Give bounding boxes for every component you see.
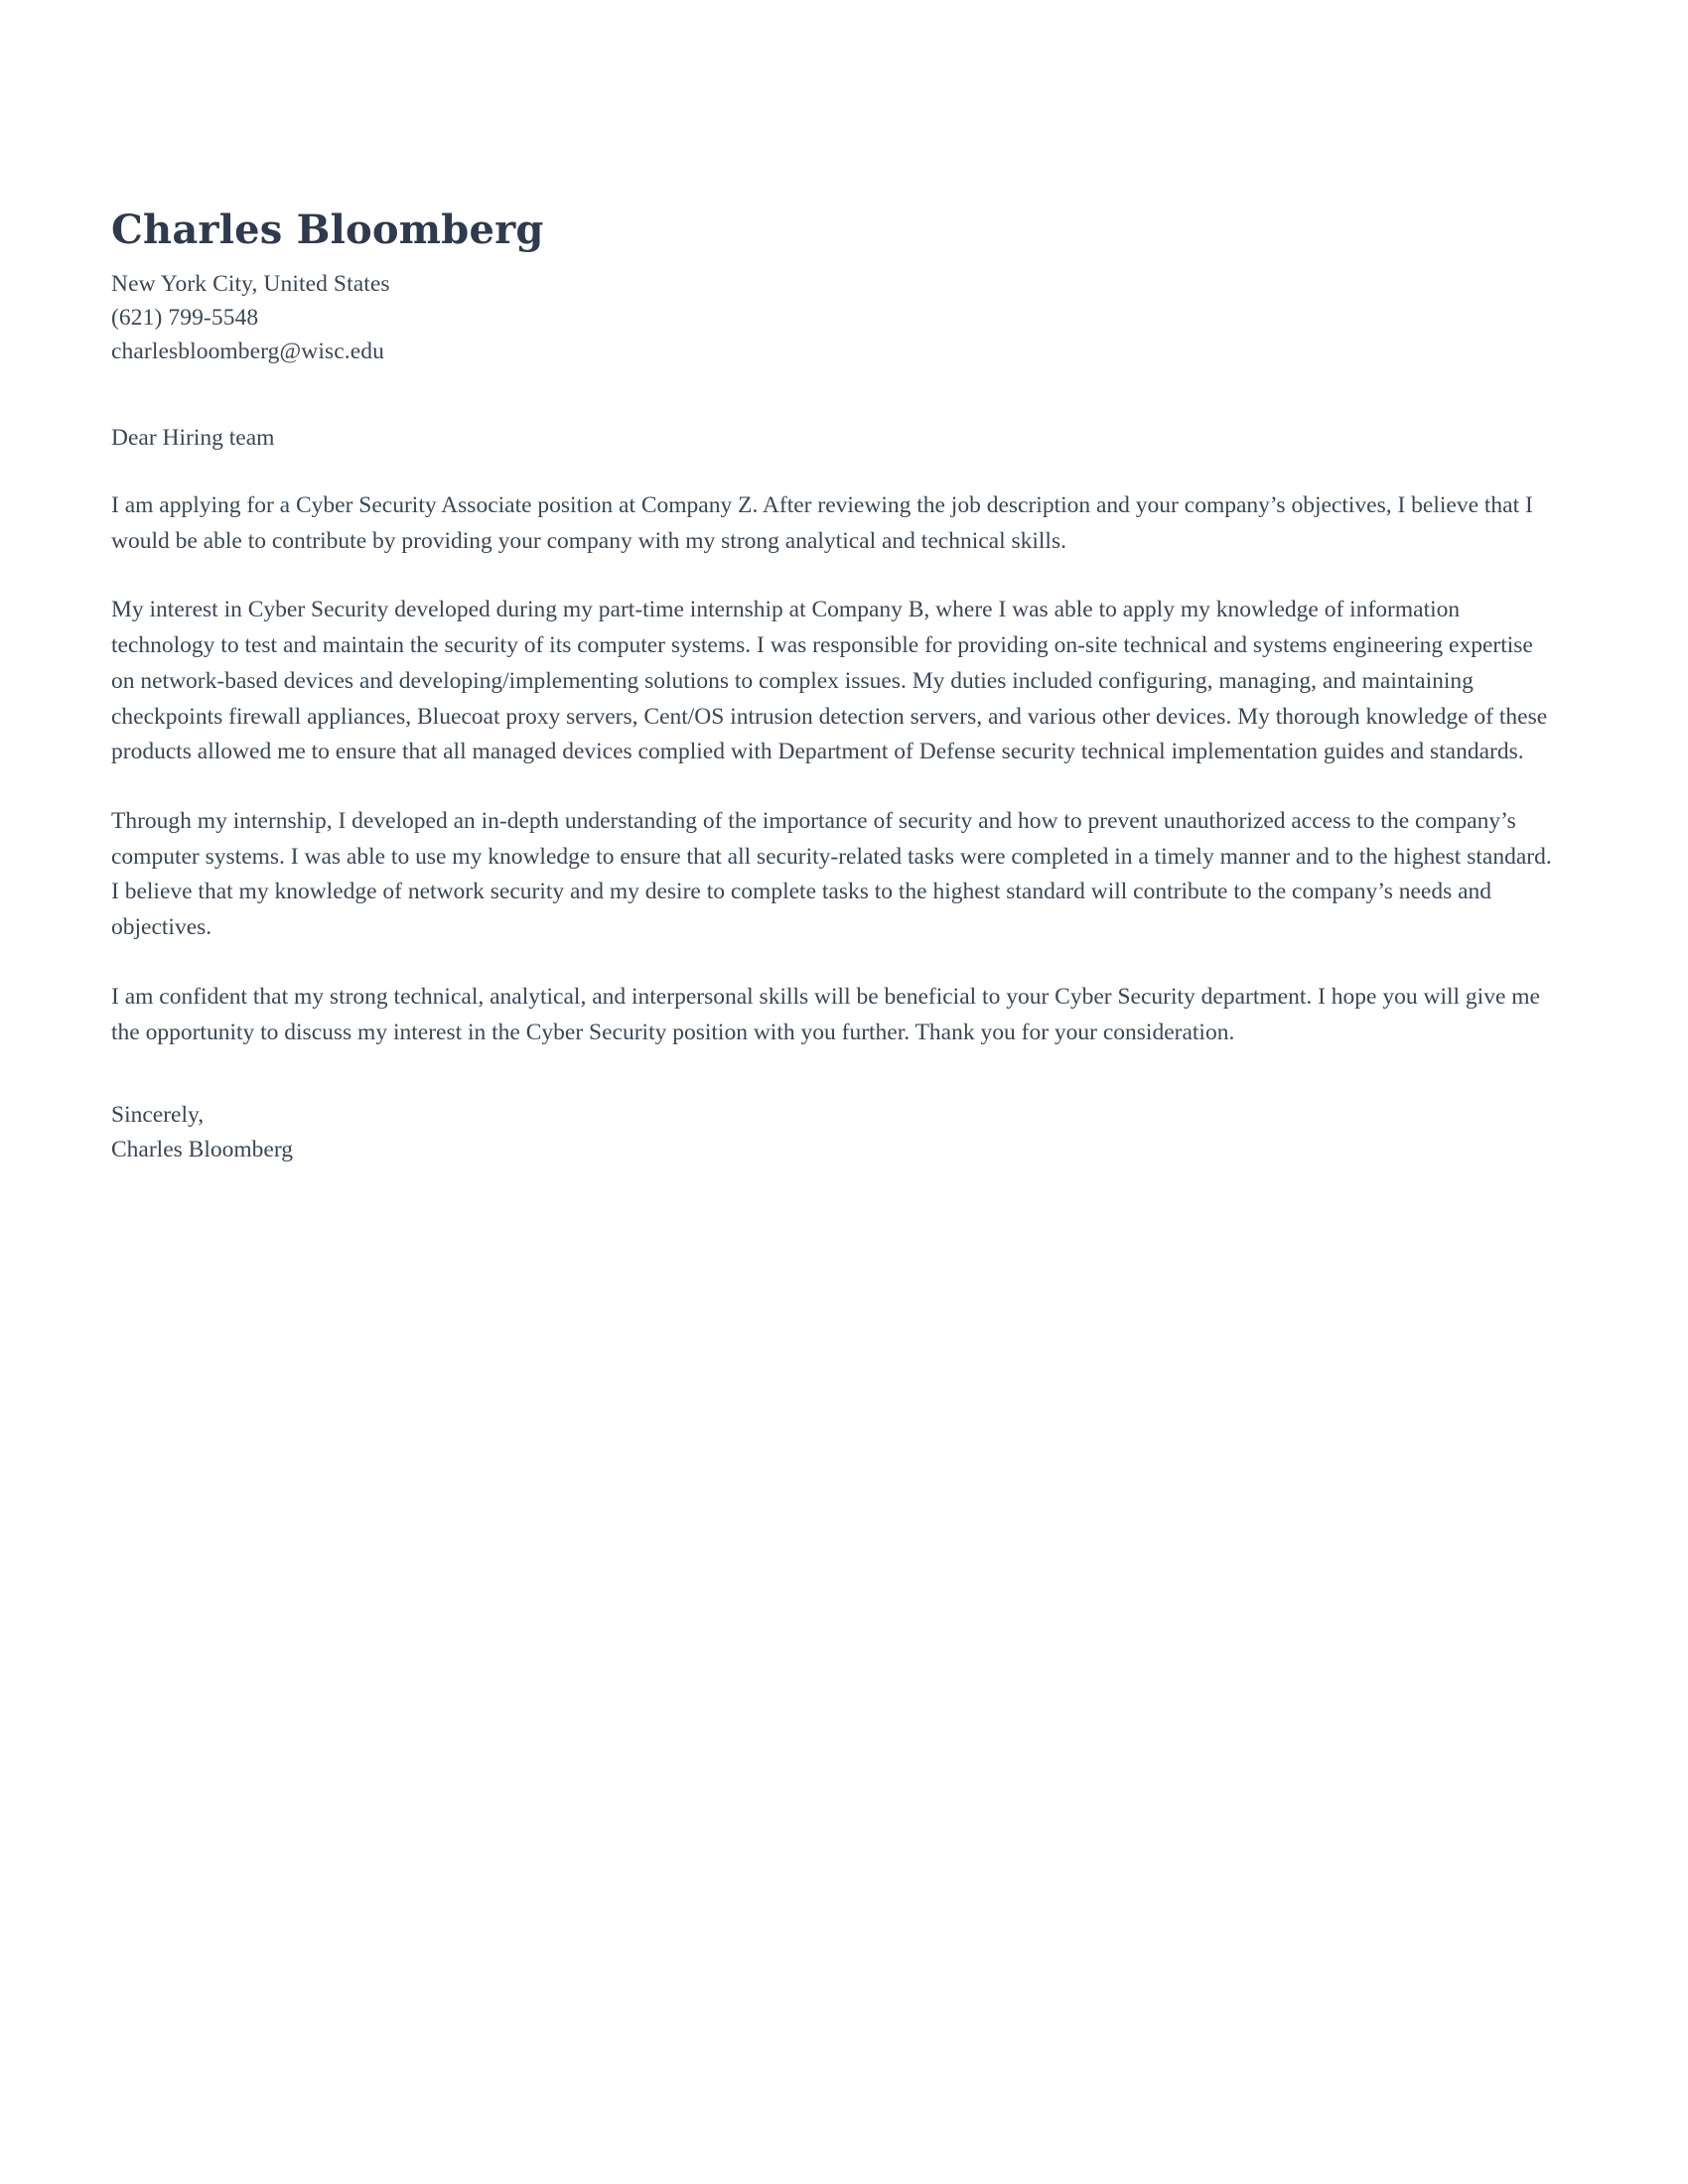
body-paragraph-2: My interest in Cyber Security developed during my part-time internship at Company B, where I was able to apply my knowledge of information technology to test and maintain the security of its computer systems. I was responsible for providing on-site technical and systems engineering expertise on network-based devices and developing/implementing solutions to complex issues. My duties included configuring, managing, and maintaining checkpoints firewall appliances, Bluecoat proxy servers, Cent/OS intrusion detection servers, and various other devices. My thorough knowledge of these products allowed me to ensure that all managed devices complied with Department of Defense security technical implementation guides and standards. (111, 597, 1548, 765)
signature-block (111, 1098, 1561, 1166)
signature-name: Charles Bloomberg (111, 1136, 293, 1162)
contact-phone: (621) 799-5548 (111, 305, 259, 332)
page-title: Charles Bloomberg (111, 206, 544, 253)
closing-line: Sincerely, (111, 1102, 205, 1129)
contact-location: New York City, United States (111, 270, 390, 297)
salutation: Dear Hiring team (111, 424, 275, 451)
body-paragraph-1: I am applying for a Cyber Security Associate position at Company Z. After reviewing the job description and your company’s objectives, I believe that I would be able to contribute by providing your company with my strong analytical and technical skills. (111, 491, 1533, 554)
contact-block (111, 267, 1561, 369)
letter-content (111, 208, 1561, 1166)
body-paragraph-3: Through my internship, I developed an in-depth understanding of the importance of security and how to prevent unauthorized access to the company’s computer systems. I was able to use my knowledge to ensure that all security-related tasks were completed in a timely manner and to the highest standard. I believe that my knowledge of network security and my desire to complete tasks to the highest standard will contribute to the company’s needs and objectives. (111, 808, 1552, 941)
body-paragraph-4: I am confident that my strong technical, analytical, and interpersonal skills will be beneficial to your Cyber Security department. I hope you will give me the opportunity to discuss my interest in the Cyber Security position with you further. Thank you for your consideration. (111, 983, 1540, 1045)
contact-email: charlesbloomberg@wisc.edu (111, 339, 384, 365)
